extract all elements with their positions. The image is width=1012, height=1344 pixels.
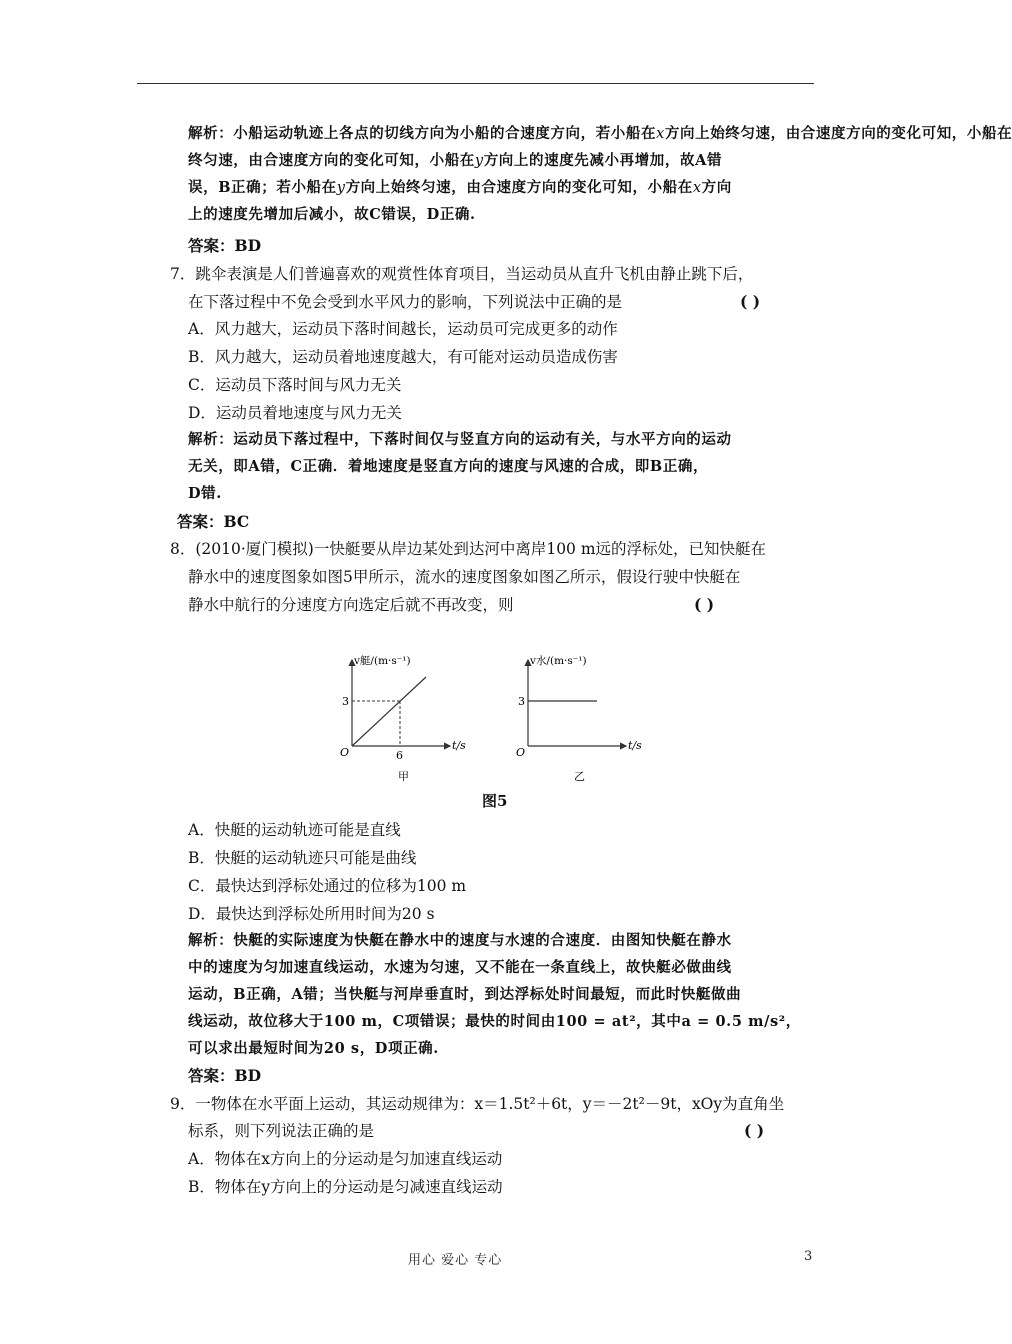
q6-analysis-line-4: 上的速度先增加后减小，故C错误，D正确. [188,206,476,223]
q6-analysis-line-2: 终匀速，由合速度方向的变化可知，小船在y方向上的速度先减小再增加，故A错 [188,152,723,169]
q7-stem-line-2: 在下落过程中不免会受到水平风力的影响，下列说法中正确的是 [188,293,623,311]
q6-answer: 答案：BD [188,236,262,255]
q7-option-a: A．风力越大，运动员下落时间越长，运动员可完成更多的动作 [188,320,618,338]
jia-y-label: v艇/(m·s⁻¹) [354,655,411,667]
q8-option-a: A．快艇的运动轨迹可能是直线 [188,821,401,839]
q7-analysis-line-2: 无关，即A错，C正确．着地速度是竖直方向的速度与风速的合成，即B正确， [188,458,709,475]
header-rule [137,83,814,84]
q9-option-b: B．物体在y方向上的分运动是匀减速直线运动 [188,1178,503,1196]
q8-option-d: D．最快达到浮标处所用时间为20 s [188,905,435,923]
q7-stem-line-1: 7．跳伞表演是人们普遍喜欢的观赏性体育项目，当运动员从直升飞机由静止跳下后， [170,265,754,283]
jia-caption: 甲 [398,770,409,783]
page-number: 3 [804,1249,813,1264]
q8-analysis-line-1: 解析：快艇的实际速度为快艇在静水中的速度与水速的合速度．由图知快艇在静水 [188,932,732,949]
figure-5 [330,648,660,788]
q7-answer-paren: ( ) [740,292,761,311]
q8-answer-paren: ( ) [694,595,715,614]
q8-stem-line-2: 静水中的速度图象如图5甲所示，流水的速度图象如图乙所示，假设行驶中快艇在 [188,568,741,586]
q6-analysis-line-3: 误，B正确；若小船在y方向上始终匀速，由合速度方向的变化可知，小船在x方向 [188,179,732,196]
jia-origin: O [340,746,350,759]
q7-analysis-line-3: D错. [188,485,222,502]
q8-option-c: C．最快达到浮标处通过的位移为100 m [188,877,467,895]
figure-5-caption: 图5 [482,792,508,810]
q8-stem-line-1: 8．(2010·厦门模拟)一快艇要从岸边某处到达河中离岸100 m远的浮标处，已知快艇在 [170,540,767,558]
q8-analysis-line-4: 线运动，故位移大于100 m，C项错误；最快的时间由100 = at²，其中a = 0.5 m/s²， [188,1013,801,1030]
page-footer: 用心 爱心 专心 [408,1253,503,1268]
q9-stem-line-1: 9．一物体在水平面上运动，其运动规律为：x＝1.5t²＋6t，y＝－2t²－9t，xOy为直角坐 [170,1095,785,1113]
q7-answer: 答案：BC [177,512,250,531]
q8-stem-line-3: 静水中航行的分速度方向选定后就不再改变，则 [188,596,514,614]
jia-y-tick: 3 [342,695,349,708]
yi-caption: 乙 [574,770,585,783]
jia-velocity-line [352,677,426,746]
q7-option-c: C．运动员下落时间与风力无关 [188,376,402,394]
q8-analysis-line-3: 运动，B正确，A错；当快艇与河岸垂直时，到达浮标处时间最短，而此时快艇做曲 [188,986,742,1003]
q7-option-d: D．运动员着地速度与风力无关 [188,404,402,422]
q9-answer-paren: ( ) [744,1121,765,1140]
q8-option-b: B．快艇的运动轨迹只可能是曲线 [188,849,417,867]
q7-analysis-line-1: 解析：运动员下落过程中，下落时间仅与竖直方向的运动有关，与水平方向的运动 [188,431,732,448]
jia-x-label: t/s [452,739,466,752]
q8-analysis-line-2: 中的速度为匀加速直线运动，水速为匀速，又不能在一条直线上，故快艇必做曲线 [188,959,732,976]
graph-yi [516,654,642,783]
yi-y-tick: 3 [518,695,525,708]
yi-origin: O [516,746,526,759]
q8-analysis-line-5: 可以求出最短时间为20 s，D项正确. [188,1040,439,1057]
jia-x-tick: 6 [396,749,403,762]
q6-analysis-line-1: 解析：小船运动轨迹上各点的切线方向为小船的合速度方向，若小船在x方向上始终匀速，由合速度方向的变化可知，小船在 [188,125,1012,142]
q8-answer: 答案：BD [188,1066,262,1085]
yi-y-label: v水/(m·s⁻¹) [530,655,587,667]
q9-stem-line-2: 标系，则下列说法正确的是 [188,1122,375,1140]
graph-jia [340,655,466,783]
yi-x-label: t/s [628,739,642,752]
q7-option-b: B．风力越大，运动员着地速度越大，有可能对运动员造成伤害 [188,348,618,366]
figure-5-graphs [330,648,660,788]
q9-option-a: A．物体在x方向上的分运动是匀加速直线运动 [188,1150,503,1168]
